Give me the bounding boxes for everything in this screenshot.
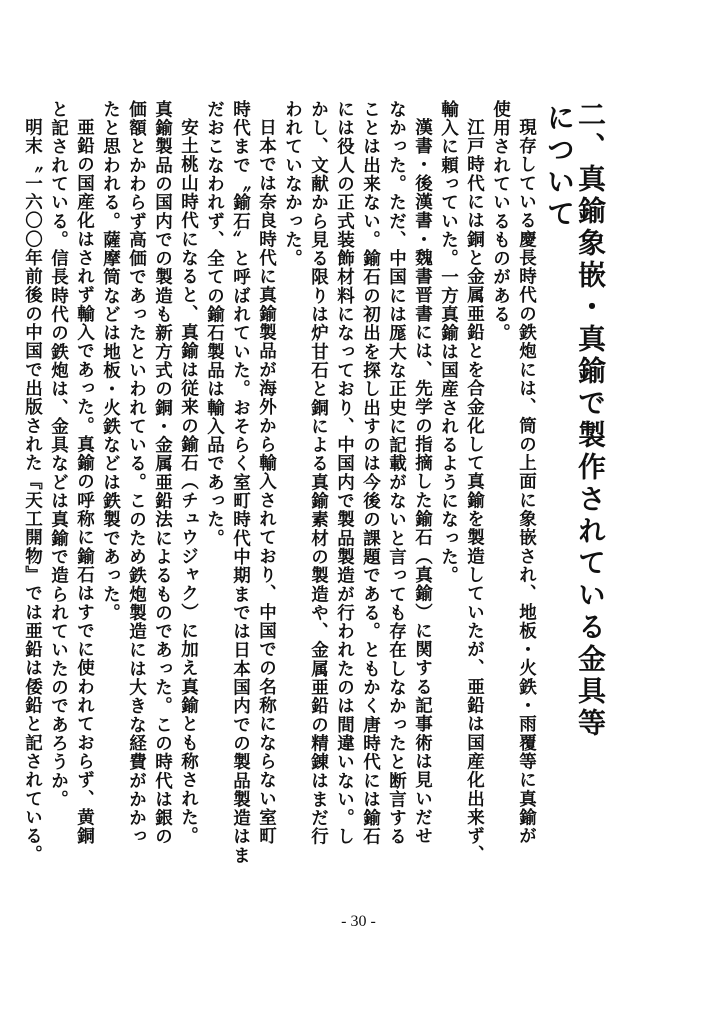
text-column-13: だおこなわれず、全ての鍮石製品は輸入品であった。 bbox=[204, 100, 225, 548]
text-column-6: なかった。ただ、中国には厖大な正史に記載がないと言っても存在しなかったと断言する bbox=[386, 100, 407, 846]
text-column-3: 江戸時代には銅と金属亜鉛とを合金化して真鍮を製造していたが、亜鉛は国産化出来ず、 bbox=[464, 118, 485, 864]
section-heading-line-1: 二、真鍮象嵌・真鍮で製作されている金具等 bbox=[574, 100, 607, 740]
text-column-14: 安土桃山時代になると、真鍮は従来の鍮石（チュウジャク）に加え真鍮とも称された。 bbox=[178, 118, 199, 846]
text-column-11: 日本では奈良時代に真鍮製品が海外から輸入されており、中国での名称にならない室町 bbox=[256, 118, 277, 846]
text-column-10: われていなかった。 bbox=[282, 100, 303, 268]
text-column-2: 使用されているものがある。 bbox=[490, 100, 511, 343]
text-column-19: と記されている。信長時代の鉄炮は、金具などは真鍮で造られていたのであろうか。 bbox=[48, 100, 69, 809]
text-column-18: 亜鉛の国産化はされず輸入であった。真鍮の呼称に鍮石はすでに使われておらず、黄銅 bbox=[74, 118, 95, 846]
text-column-20: 明末〝一六〇〇年前後の中国で出版された『天工開物』では亜鉛は倭鉛と記されている。 bbox=[22, 118, 43, 864]
text-column-8: には役人の正式装飾材料になっており、中国内で製品製造が行われたのは間違いない。し bbox=[334, 100, 355, 846]
text-column-7: ことは出来ない。鍮石の初出を探し出すのは今後の課題である。ともかく唐時代には鍮石 bbox=[360, 100, 381, 846]
text-column-1: 現存している慶長時代の鉄炮には、筒の上面に象嵌され、地板・火鉄・雨覆等に真鍮が bbox=[516, 118, 537, 846]
text-column-17: たと思われる。薩摩筒などは地板・火鉄などは鉄製であった。 bbox=[100, 100, 121, 623]
text-column-16: 価額とかわらず高価であったといわれている。このため鉄炮製造には大きな経費がかかっ bbox=[126, 100, 147, 846]
text-column-12: 時代まで〝鍮石〟と呼ばれていた。おそらく室町時代中期までは日本国内での製品製造はま bbox=[230, 100, 251, 865]
page-number: - 30 - bbox=[341, 913, 376, 930]
text-column-9: かし、文献から見る限りは炉甘石と銅による真鍮素材の製造や、金属亜鉛の精錬はまだ行 bbox=[308, 100, 329, 846]
text-column-5: 漢書・後漢書・魏書晋書には、先学の指摘した鍮石（真鍮）に関する記事術は見いだせ bbox=[412, 118, 433, 846]
text-column-4: 輸入に頼っていた。一方真鍮は国産されるようになった。 bbox=[438, 100, 459, 585]
section-heading-line-2: について bbox=[543, 103, 576, 231]
text-column-15: 真鍮製品の国内での製造も新方式の銅・金属亜鉛法によるものであった。この時代は銀の bbox=[152, 100, 173, 846]
